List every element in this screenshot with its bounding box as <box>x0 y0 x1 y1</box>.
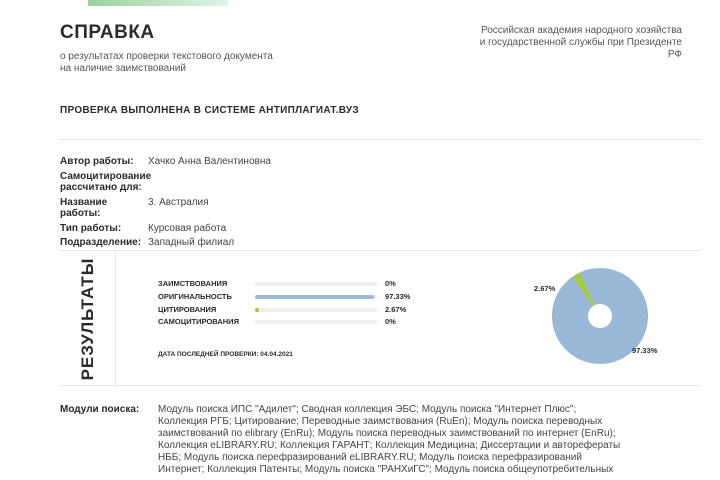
modules-line: Коллекция eLIBRARY.RU; Коллекция ГАРАНТ; Коллекция Медицина; Диссертации и авторефераты <box>158 440 621 451</box>
org-line: и государственной службы при Президенте <box>479 37 682 48</box>
pie-hole <box>588 304 612 328</box>
metric-bar-originality <box>255 295 377 299</box>
logo-stripe <box>88 0 228 6</box>
modules-line: заимствований по elibrary (EnRu); Модуль поиска переводных заимствований по интернет (EnRu); <box>158 428 616 439</box>
info-label: Самоцитирование рассчитано для: <box>60 170 152 193</box>
info-row-selfcite <box>60 171 580 194</box>
search-modules <box>60 404 700 476</box>
pie-label-citations: 2.67% <box>534 284 556 293</box>
info-label: Автор работы: <box>60 156 134 167</box>
organization-name <box>442 25 682 61</box>
modules-label: Модули поиска: <box>60 404 140 415</box>
info-label: Тип работы: <box>60 222 122 234</box>
metric-value-citations: 2.67% <box>385 305 407 314</box>
modules-list <box>158 404 688 476</box>
metric-bar-selfcitations <box>255 320 377 324</box>
org-line: Российская академия народного хозяйства <box>480 25 682 36</box>
metric-label-citations: ЦИТИРОВАНИЯ <box>158 305 217 314</box>
modules-line: Модуль поиска ИПС "Адилет"; Сводная коллекция ЭБС; Модуль поиска "Интернет Плюс"; <box>158 404 577 415</box>
subtitle-line: на наличие заимствований <box>60 63 186 74</box>
metric-label-borrowings: ЗАИМСТВОВАНИЯ <box>158 279 228 288</box>
info-row-author <box>60 156 580 168</box>
info-label: Подразделение: <box>60 237 142 248</box>
metric-value-selfcitations: 0% <box>385 317 396 326</box>
last-check-date: ДАТА ПОСЛЕДНЕЙ ПРОВЕРКИ: 04.04.2021 <box>158 351 293 358</box>
metric-value-originality: 97.33% <box>385 292 411 301</box>
page-subtitle <box>60 51 360 75</box>
metric-label-originality: ОРИГИНАЛЬНОСТЬ <box>158 292 232 301</box>
info-value: 3. Австралия <box>148 196 209 208</box>
results-section <box>60 250 700 386</box>
modules-line: НББ; Модуль поиска перефразирований eLIBRARY.RU; Модуль поиска перефразирований <box>158 452 582 463</box>
metric-bar-borrowings <box>255 282 377 286</box>
info-table <box>60 156 580 252</box>
metric-bar-fill <box>255 295 374 299</box>
results-heading-box <box>60 251 116 387</box>
info-row-type <box>60 223 580 235</box>
info-value: Хачко Анна Валентиновна <box>148 156 271 167</box>
results-heading: РЕЗУЛЬТАТЫ <box>78 257 97 381</box>
metric-bar-citations <box>255 308 377 312</box>
info-row-department <box>60 237 580 249</box>
info-label: Название работы: <box>60 196 108 219</box>
modules-line: Интернет; Коллекция Патенты; Модуль поиска "РАНХиГС"; Модуль поиска общеупотребительных <box>158 464 614 475</box>
subtitle-line: о результатах проверки текстового документа <box>60 51 273 62</box>
info-row-title <box>60 197 580 220</box>
modules-line: Коллекция РГБ; Цитирование; Переводные заимствования (RuEn); Модуль поиска переводных <box>158 416 603 427</box>
system-line: ПРОВЕРКА ВЫПОЛНЕНА В СИСТЕМЕ АНТИПЛАГИАТ.ВУЗ <box>60 105 359 116</box>
pie-label-originality: 97.33% <box>632 346 658 355</box>
info-value: Западный филиал <box>148 237 235 248</box>
metric-value-borrowings: 0% <box>385 279 396 288</box>
info-value: Курсовая работа <box>148 222 227 234</box>
metric-label-selfcitations: САМОЦИТИРОВАНИЯ <box>158 317 239 326</box>
page-title: СПРАВКА <box>60 22 155 43</box>
divider <box>60 139 700 140</box>
org-line: РФ <box>667 49 682 60</box>
metric-bar-fill <box>255 308 259 312</box>
